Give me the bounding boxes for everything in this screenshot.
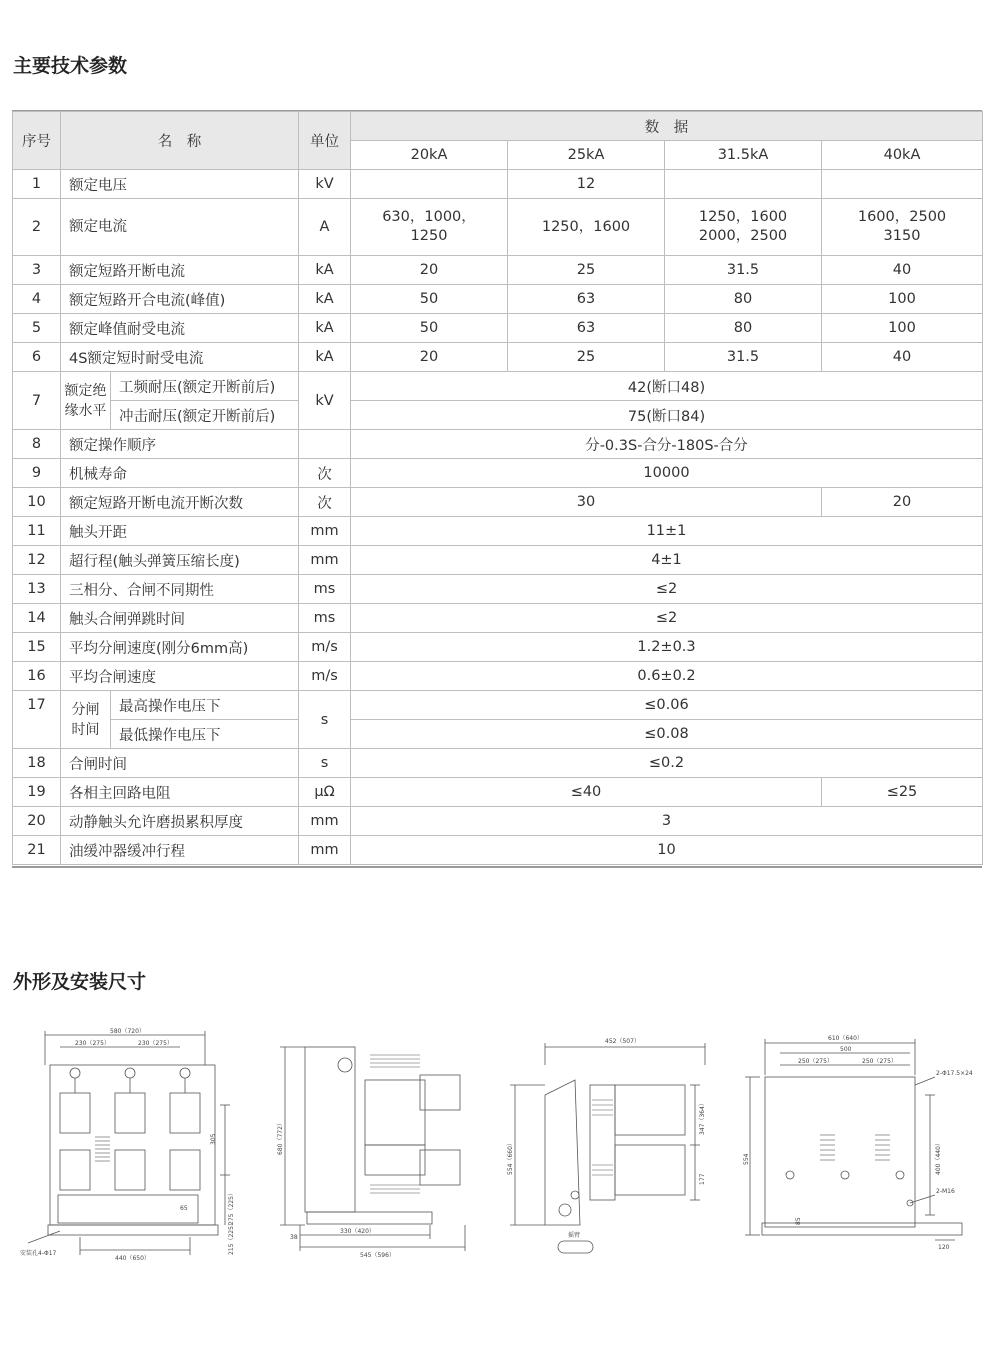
row-unit: mm bbox=[299, 807, 351, 836]
row-unit: kA bbox=[299, 314, 351, 343]
row-no: 12 bbox=[13, 546, 61, 575]
row-value: 63 bbox=[508, 285, 665, 314]
row-unit: A bbox=[299, 199, 351, 256]
dim-low-height: 215（225） bbox=[228, 1220, 235, 1255]
dim-total-width: 610（640） bbox=[828, 1035, 863, 1042]
row-no: 8 bbox=[13, 430, 61, 459]
row-no: 4 bbox=[13, 285, 61, 314]
dim-total-height: 554 bbox=[743, 1153, 750, 1165]
table-row bbox=[13, 459, 983, 488]
dim-base-width: 440（650） bbox=[115, 1255, 150, 1262]
table-row bbox=[13, 749, 983, 778]
dim-total-height: 554（660） bbox=[507, 1140, 514, 1175]
row-no: 9 bbox=[13, 459, 61, 488]
section-title-dimensions: 外形及安装尺寸 bbox=[13, 971, 147, 993]
table-row bbox=[13, 517, 983, 546]
row-no: 2 bbox=[13, 199, 61, 256]
row-unit bbox=[299, 430, 351, 459]
row-no: 10 bbox=[13, 488, 61, 517]
dim-right-height: 400（440） bbox=[935, 1140, 942, 1175]
row-value: 25 bbox=[508, 343, 665, 372]
value-line: 3150 bbox=[883, 228, 921, 244]
drawing-front-view bbox=[20, 1025, 235, 1265]
row-value: 1250，1600 bbox=[508, 199, 665, 256]
row-no: 13 bbox=[13, 575, 61, 604]
dim-mount-hole: 安装孔4-Φ17 bbox=[20, 1250, 57, 1257]
row-unit: mm bbox=[299, 546, 351, 575]
row-no: 18 bbox=[13, 749, 61, 778]
row-value: 40 bbox=[822, 343, 983, 372]
header-name: 名 称 bbox=[61, 112, 299, 170]
drawing-side-view-handle bbox=[500, 1025, 725, 1275]
row-value: 3 bbox=[351, 807, 983, 836]
label-slot: 2-Φ17.5×24 bbox=[936, 1070, 973, 1077]
table-row bbox=[13, 199, 983, 256]
header-col-31ka: 31.5kA bbox=[665, 141, 822, 170]
table-row bbox=[13, 372, 983, 401]
section-title-specs: 主要技术参数 bbox=[13, 55, 128, 77]
row-subname: 最高操作电压下 bbox=[111, 691, 299, 720]
row-no: 3 bbox=[13, 256, 61, 285]
dim-left-width: 230（275） bbox=[75, 1040, 110, 1047]
row-unit: kA bbox=[299, 343, 351, 372]
row-name-group bbox=[61, 691, 111, 749]
table-row bbox=[13, 604, 983, 633]
row-value bbox=[822, 199, 983, 256]
dim-base-height: 85 bbox=[795, 1217, 802, 1225]
dim-base-width-2: 545（596） bbox=[360, 1252, 395, 1259]
dim-total-width: 580（720） bbox=[110, 1028, 145, 1035]
row-value: ≤0.08 bbox=[351, 720, 983, 749]
label-handle: 摇臂 bbox=[568, 1232, 581, 1239]
row-name: 额定短路开断电流开断次数 bbox=[61, 488, 299, 517]
row-value bbox=[665, 199, 822, 256]
row-value: 20 bbox=[351, 343, 508, 372]
row-no: 16 bbox=[13, 662, 61, 691]
row-value: ≤40 bbox=[351, 778, 822, 807]
rear-view-svg bbox=[740, 1025, 980, 1265]
dim-right-width: 230（275） bbox=[138, 1040, 173, 1047]
row-name: 油缓冲器缓冲行程 bbox=[61, 836, 299, 865]
row-value: 100 bbox=[822, 285, 983, 314]
row-subname: 工频耐压(额定开断前后) bbox=[111, 372, 299, 401]
row-unit: ms bbox=[299, 604, 351, 633]
row-value: 20 bbox=[351, 256, 508, 285]
row-no: 1 bbox=[13, 170, 61, 199]
row-value bbox=[351, 199, 508, 256]
row-unit: m/s bbox=[299, 662, 351, 691]
value-line: 1600，2500 bbox=[857, 209, 947, 225]
row-no: 5 bbox=[13, 314, 61, 343]
row-unit: 次 bbox=[299, 459, 351, 488]
row-value bbox=[822, 170, 983, 199]
table-row bbox=[13, 720, 983, 749]
table-row bbox=[13, 170, 983, 199]
row-value: 分-0.3S-合分-180S-合分 bbox=[351, 430, 983, 459]
row-unit: kV bbox=[299, 170, 351, 199]
row-name: 额定电压 bbox=[61, 170, 299, 199]
dim-upper-height: 347（364） bbox=[699, 1100, 706, 1135]
dim-mid-width: 500 bbox=[840, 1046, 852, 1053]
dim-left-width: 250（275） bbox=[798, 1058, 833, 1065]
row-value: ≤25 bbox=[822, 778, 983, 807]
dim-lower-height: 177 bbox=[699, 1173, 706, 1185]
row-value: 40 bbox=[822, 256, 983, 285]
name-line: 缘水平 bbox=[64, 402, 107, 419]
dim-right-width: 250（275） bbox=[862, 1058, 897, 1065]
row-value: ≤2 bbox=[351, 575, 983, 604]
row-name: 额定短路开断电流 bbox=[61, 256, 299, 285]
row-value: ≤0.2 bbox=[351, 749, 983, 778]
row-name-group bbox=[61, 372, 111, 430]
value-line: 2000，2500 bbox=[698, 228, 788, 244]
table-row bbox=[13, 836, 983, 865]
row-value: 50 bbox=[351, 314, 508, 343]
row-name: 额定操作顺序 bbox=[61, 430, 299, 459]
row-value: 10 bbox=[351, 836, 983, 865]
table-row bbox=[13, 256, 983, 285]
row-no: 21 bbox=[13, 836, 61, 865]
row-value: 25 bbox=[508, 256, 665, 285]
row-no: 19 bbox=[13, 778, 61, 807]
table-row bbox=[13, 546, 983, 575]
row-subname: 最低操作电压下 bbox=[111, 720, 299, 749]
table-row bbox=[13, 430, 983, 459]
table-row bbox=[13, 343, 983, 372]
value-line: 630，1000， bbox=[382, 209, 476, 225]
row-name: 机械寿命 bbox=[61, 459, 299, 488]
row-name: 三相分、合闸不同期性 bbox=[61, 575, 299, 604]
row-unit: m/s bbox=[299, 633, 351, 662]
row-value: 63 bbox=[508, 314, 665, 343]
name-line: 分闸 bbox=[71, 701, 100, 718]
table-row bbox=[13, 575, 983, 604]
row-value: 75(断口84) bbox=[351, 401, 983, 430]
table-row bbox=[13, 807, 983, 836]
row-name: 4S额定短时耐受电流 bbox=[61, 343, 299, 372]
front-view-svg bbox=[20, 1025, 235, 1265]
dim-foot: 120 bbox=[938, 1244, 950, 1251]
dim-base-width-1: 330（420） bbox=[340, 1228, 375, 1235]
table-row bbox=[13, 401, 983, 430]
table-row bbox=[13, 691, 983, 720]
row-value: 42(断口48) bbox=[351, 372, 983, 401]
row-no: 11 bbox=[13, 517, 61, 546]
dim-mid-height: 275（225） bbox=[228, 1190, 235, 1225]
row-unit: ms bbox=[299, 575, 351, 604]
row-name: 额定峰值耐受电流 bbox=[61, 314, 299, 343]
row-value: ≤2 bbox=[351, 604, 983, 633]
row-value: 80 bbox=[665, 285, 822, 314]
row-value: 10000 bbox=[351, 459, 983, 488]
table-row bbox=[13, 314, 983, 343]
row-name: 超行程(触头弹簧压缩长度) bbox=[61, 546, 299, 575]
row-subname: 冲击耐压(额定开断前后) bbox=[111, 401, 299, 430]
row-no: 20 bbox=[13, 807, 61, 836]
row-unit: μΩ bbox=[299, 778, 351, 807]
row-value: 0.6±0.2 bbox=[351, 662, 983, 691]
header-seq: 序号 bbox=[13, 112, 61, 170]
row-no: 17 bbox=[13, 691, 61, 749]
name-line: 时间 bbox=[71, 721, 100, 738]
row-value: 20 bbox=[822, 488, 983, 517]
row-value: 12 bbox=[508, 170, 665, 199]
row-name: 平均分闸速度(刚分6mm高) bbox=[61, 633, 299, 662]
dim-pole-height: 305 bbox=[210, 1133, 217, 1145]
label-bolt: 2-M16 bbox=[936, 1188, 955, 1195]
row-name: 各相主回路电阻 bbox=[61, 778, 299, 807]
table-row bbox=[13, 285, 983, 314]
row-unit: s bbox=[299, 749, 351, 778]
table-row bbox=[13, 778, 983, 807]
row-value: 30 bbox=[351, 488, 822, 517]
row-unit: kA bbox=[299, 256, 351, 285]
row-value bbox=[665, 170, 822, 199]
row-name: 合闸时间 bbox=[61, 749, 299, 778]
dim-top-width: 452（507） bbox=[605, 1038, 640, 1045]
row-unit: mm bbox=[299, 517, 351, 546]
header-col-25ka: 25kA bbox=[508, 141, 665, 170]
value-line: 1250，1600 bbox=[698, 209, 788, 225]
name-line: 额定绝 bbox=[64, 382, 107, 399]
row-unit: kV bbox=[299, 372, 351, 430]
spec-table bbox=[12, 111, 983, 865]
drawing-side-view bbox=[270, 1025, 480, 1265]
dim-base-height: 65 bbox=[180, 1205, 188, 1212]
row-name: 平均合闸速度 bbox=[61, 662, 299, 691]
header-col-40ka: 40kA bbox=[822, 141, 983, 170]
row-name: 触头合闸弹跳时间 bbox=[61, 604, 299, 633]
dim-base-offset: 38 bbox=[290, 1234, 298, 1241]
header-data: 数 据 bbox=[351, 112, 983, 141]
row-name: 触头开距 bbox=[61, 517, 299, 546]
row-name: 额定电流 bbox=[61, 199, 299, 256]
row-value: 80 bbox=[665, 314, 822, 343]
header-unit: 单位 bbox=[299, 112, 351, 170]
row-value: 100 bbox=[822, 314, 983, 343]
row-unit: kA bbox=[299, 285, 351, 314]
table-row bbox=[13, 662, 983, 691]
table-bottom-border bbox=[12, 866, 982, 868]
dim-total-height: 680（772） bbox=[277, 1120, 284, 1155]
row-no: 7 bbox=[13, 372, 61, 430]
row-no: 15 bbox=[13, 633, 61, 662]
row-value: 31.5 bbox=[665, 343, 822, 372]
table-row bbox=[13, 633, 983, 662]
row-value bbox=[351, 170, 508, 199]
value-line: 1250 bbox=[410, 228, 448, 244]
row-unit: 次 bbox=[299, 488, 351, 517]
drawing-rear-view bbox=[740, 1025, 980, 1265]
row-value: 1.2±0.3 bbox=[351, 633, 983, 662]
header-col-20ka: 20kA bbox=[351, 141, 508, 170]
row-unit: s bbox=[299, 691, 351, 749]
table-header-row bbox=[13, 112, 983, 141]
row-value: 31.5 bbox=[665, 256, 822, 285]
row-value: 4±1 bbox=[351, 546, 983, 575]
row-unit: mm bbox=[299, 836, 351, 865]
row-value: ≤0.06 bbox=[351, 691, 983, 720]
row-no: 6 bbox=[13, 343, 61, 372]
table-row bbox=[13, 488, 983, 517]
row-name: 动静触头允许磨损累积厚度 bbox=[61, 807, 299, 836]
side-handle-svg bbox=[500, 1025, 725, 1275]
row-name: 额定短路开合电流(峰值) bbox=[61, 285, 299, 314]
side-view-svg bbox=[270, 1025, 480, 1265]
row-value: 50 bbox=[351, 285, 508, 314]
row-value: 11±1 bbox=[351, 517, 983, 546]
row-no: 14 bbox=[13, 604, 61, 633]
